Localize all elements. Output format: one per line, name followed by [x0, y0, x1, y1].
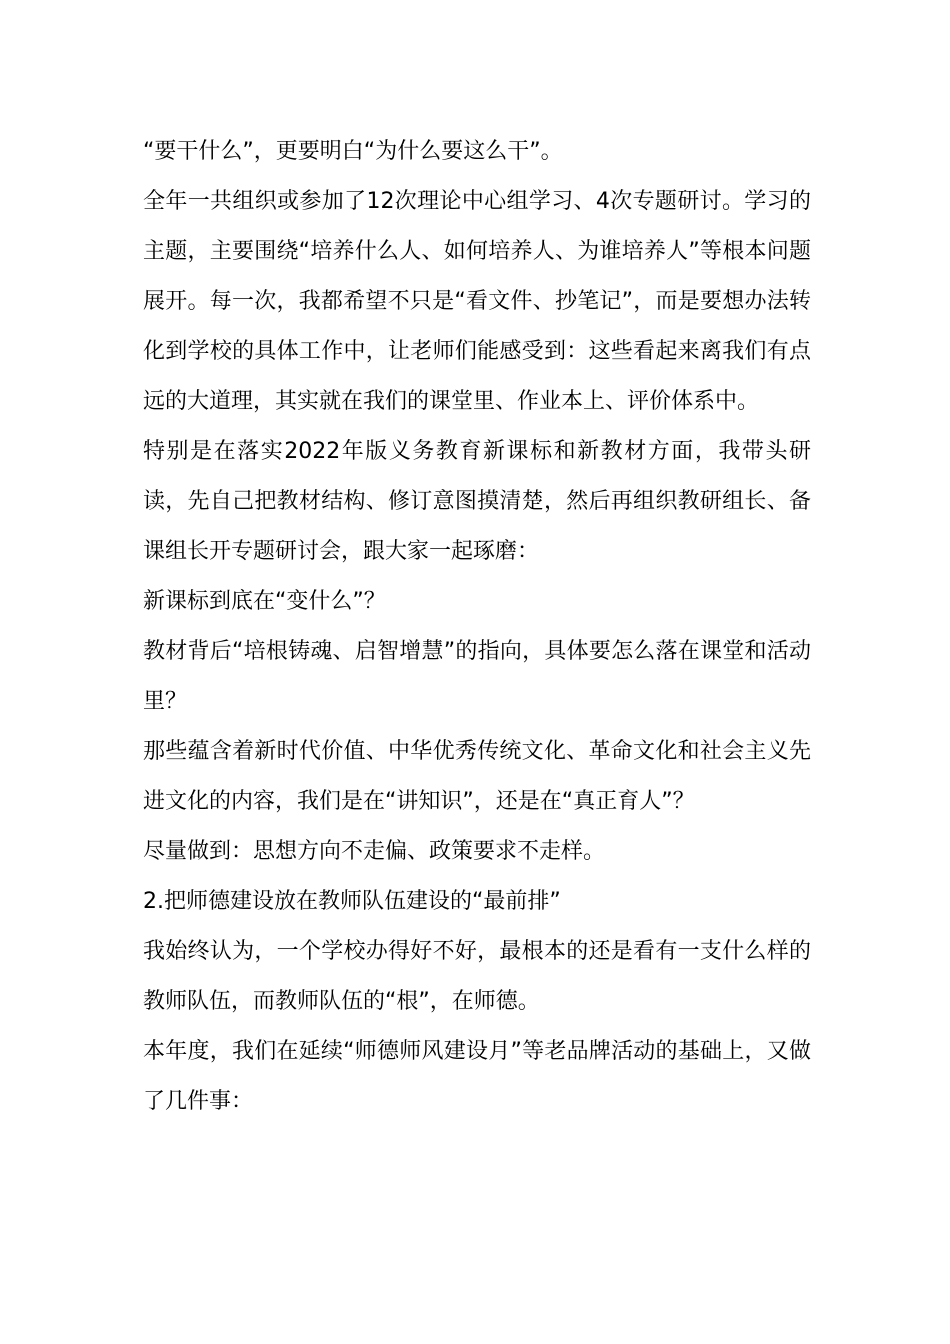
paragraph-3: 特别是在落实2022年版义务教育新课标和新教材方面，我带头研读，先自己把教材结构、修订意图摸清楚，然后再组织教研组长、备课组长开专题研讨会，跟大家一起琢磨： [143, 439, 811, 564]
paragraph-10: 本年度，我们在延续“师德师风建设月”等老品牌活动的基础上，又做了几件事： [143, 1039, 811, 1114]
paragraph-7: 尽量做到：思想方向不走偏、政策要求不走样。 [143, 839, 606, 864]
paragraph-6: 那些蕴含着新时代价值、中华优秀传统文化、革命文化和社会主义先进文化的内容，我们是在“讲知识”，还是在“真正育人”？ [143, 739, 811, 814]
paragraph-1: “要干什么”，更要明白“为什么要这么干”。 [143, 139, 563, 164]
document-body [143, 127, 811, 1127]
paragraph-5: 教材背后“培根铸魂、启智增慧”的指向，具体要怎么落在课堂和活动里？ [143, 639, 811, 714]
section-heading: 2.把师德建设放在教师队伍建设的“最前排” [143, 889, 561, 914]
paragraph-2: 全年一共组织或参加了12次理论中心组学习、4次专题研讨。学习的主题，主要围绕“培养什么人、如何培养人、为谁培养人”等根本问题展开。每一次，我都希望不只是“看文件、抄笔记”，而是要想办法转化到学校的具体工作中，让老师们能感受到：这些看起来离我们有点远的大道理，其实就在我们的课堂里、作业本上、评价体系中。 [143, 189, 811, 414]
paragraph-4: 新课标到底在“变什么”？ [143, 589, 386, 614]
paragraph-9: 我始终认为，一个学校办得好不好，最根本的还是看有一支什么样的教师队伍，而教师队伍的“根”，在师德。 [143, 939, 811, 1014]
